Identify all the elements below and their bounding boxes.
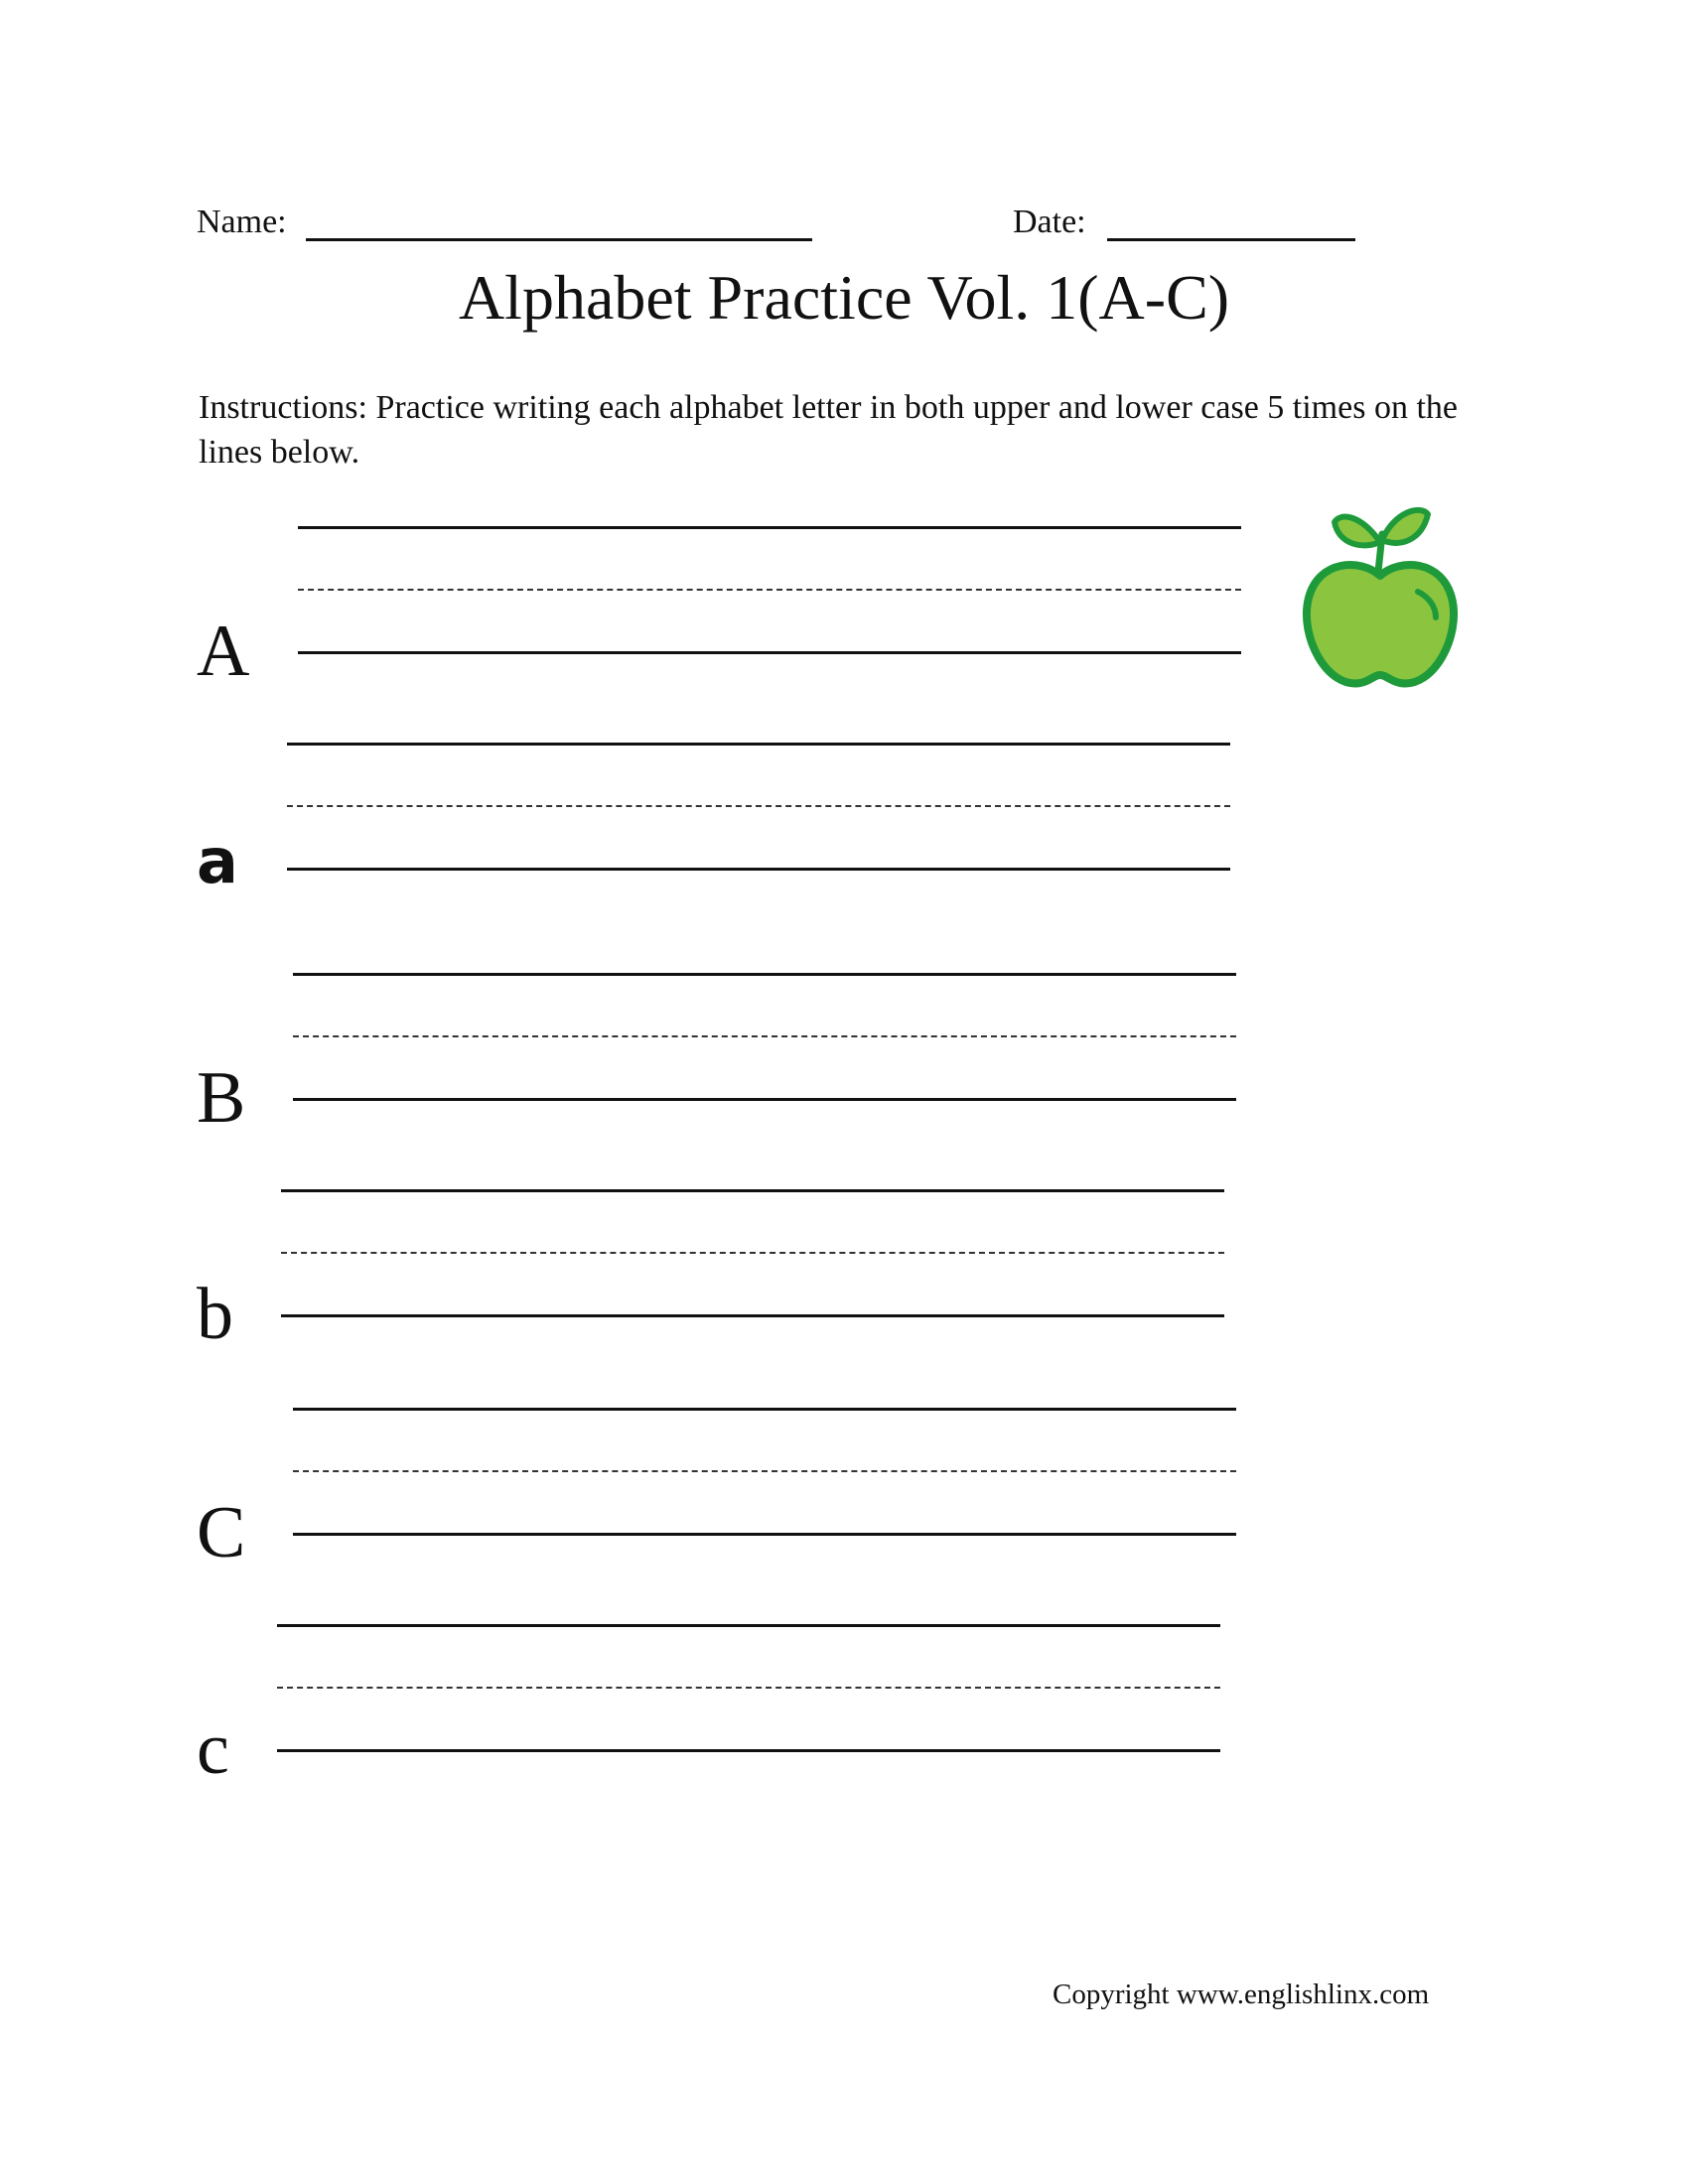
name-label: Name:	[197, 204, 287, 240]
practice-row-C	[0, 1378, 1688, 1576]
guide-letter: b	[197, 1274, 233, 1355]
practice-row-B	[0, 943, 1688, 1142]
guide-letter: C	[197, 1492, 246, 1573]
practice-row-A	[0, 496, 1688, 695]
page-title: Alphabet Practice Vol. 1(A-C)	[458, 262, 1230, 333]
baseline-writing-line[interactable]	[298, 651, 1241, 654]
date-label: Date:	[1013, 204, 1086, 240]
guide-letter: a	[197, 825, 238, 897]
top-writing-line[interactable]	[277, 1624, 1220, 1627]
top-writing-line[interactable]	[298, 526, 1241, 529]
practice-row-a	[0, 713, 1688, 911]
date-field[interactable]	[1107, 238, 1355, 241]
guide-letter: A	[197, 611, 250, 692]
practice-row-c	[0, 1594, 1688, 1793]
top-writing-line[interactable]	[293, 1408, 1236, 1411]
top-writing-line[interactable]	[287, 743, 1230, 746]
top-writing-line[interactable]	[293, 973, 1236, 976]
dashed-midline	[293, 1035, 1236, 1037]
guide-letter: B	[197, 1057, 246, 1139]
dashed-midline	[277, 1687, 1220, 1689]
dashed-midline	[298, 589, 1241, 591]
baseline-writing-line[interactable]	[281, 1314, 1224, 1317]
baseline-writing-line[interactable]	[287, 868, 1230, 871]
dashed-midline	[281, 1252, 1224, 1254]
instructions-text: Instructions: Practice writing each alphabet letter in both upper and lower case 5 times on the lines below.	[199, 389, 1458, 471]
baseline-writing-line[interactable]	[277, 1749, 1220, 1752]
top-writing-line[interactable]	[281, 1189, 1224, 1192]
guide-letter: c	[197, 1708, 229, 1790]
copyright-text: Copyright www.englishlinx.com	[1053, 1979, 1430, 2010]
baseline-writing-line[interactable]	[293, 1533, 1236, 1536]
baseline-writing-line[interactable]	[293, 1098, 1236, 1101]
practice-row-b	[0, 1160, 1688, 1358]
dashed-midline	[293, 1470, 1236, 1472]
name-field[interactable]	[306, 238, 812, 241]
dashed-midline	[287, 805, 1230, 807]
